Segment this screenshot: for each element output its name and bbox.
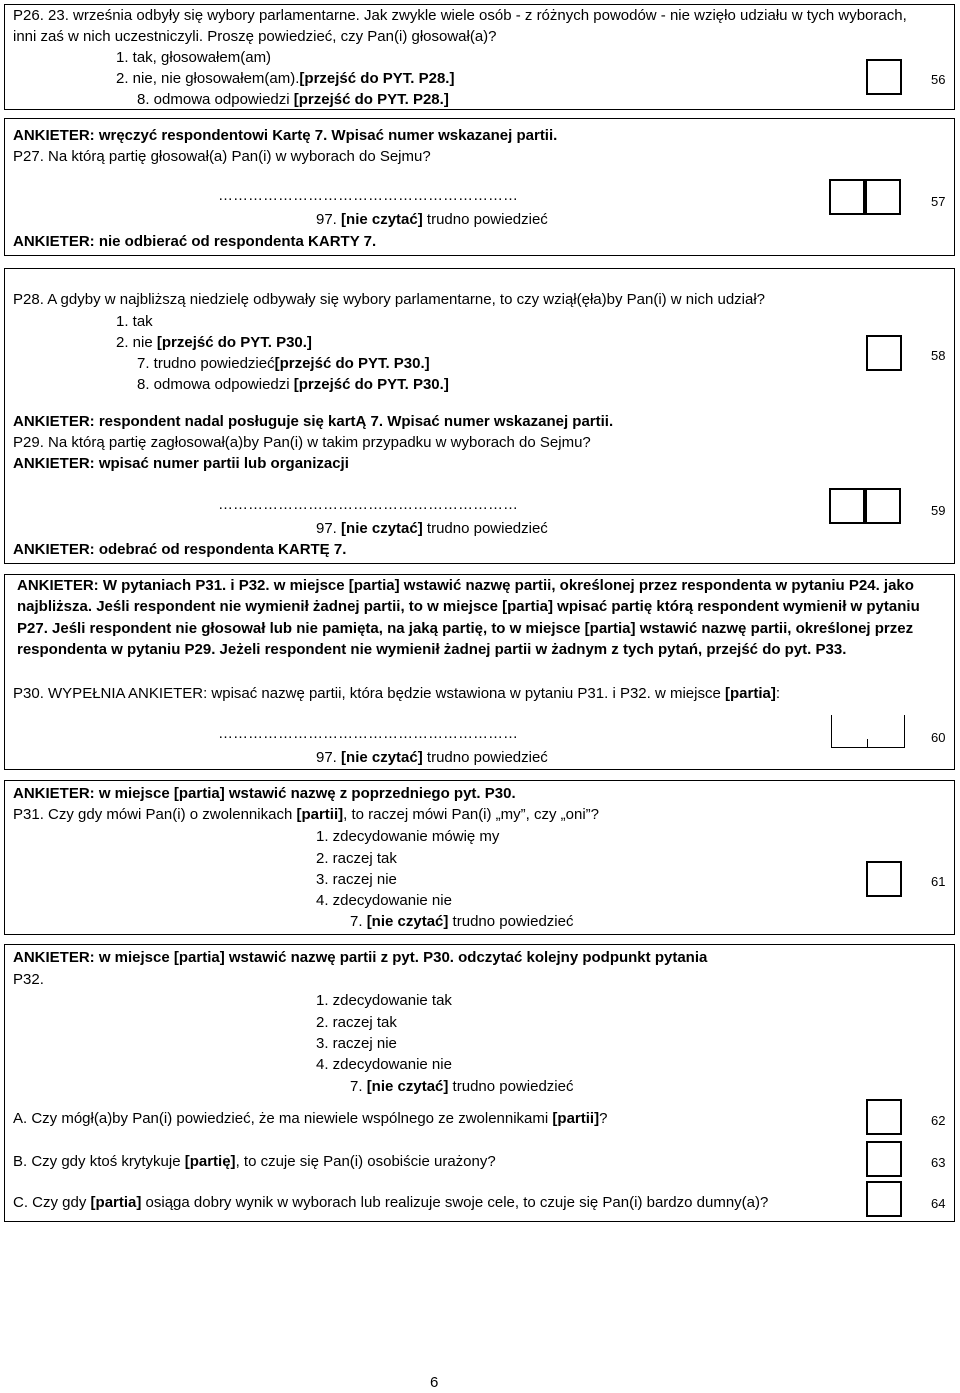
page-number: 6 [430,1374,439,1391]
column-code: 56 [931,72,946,87]
option-7: 7. [nie czytać] trudno powiedzieć [350,1078,574,1095]
column-code: 58 [931,348,946,363]
question-text-p28: P28. A gdyby w najbliższą niedzielę odbywały się wybory parlamentarne, to czy wziął(ęła)by Pan(i) w nich udział? [13,291,766,308]
subquestion-a: A. Czy mógł(a)by Pan(i) powiedzieć, że ma niewiele wspólnego ze zwolennikami [partii]? [13,1110,608,1127]
answer-dots: …………………………………………………… [218,496,518,513]
column-code: 61 [931,874,946,889]
answer-line-divider [867,739,868,747]
question-text-p30: P30. WYPEŁNIA ANKIETER: wpisać nazwę partii, która będzie wstawiona w pytaniu P31. i P32. w miejsce [partia]: [13,685,780,702]
interviewer-instruction-3: ANKIETER: odebrać od respondenta KARTĘ 7. [13,541,347,558]
answer-box[interactable] [866,59,902,95]
option-1: 1. zdecydowanie tak [316,992,452,1009]
interviewer-instruction: ANKIETER: wręczyć respondentowi Kartę 7. Wpisać numer wskazanej partii. [13,127,558,144]
column-code: 59 [931,503,946,518]
question-block-p31 [4,780,955,935]
question-text-p29: P29. Na którą partię zagłosował(a)by Pan(i) w takim przypadku w wyborach do Sejmu? [13,434,591,451]
question-block-p27 [4,118,955,256]
option-1: 1. zdecydowanie mówię my [316,828,500,845]
option-8: 8. odmowa odpowiedzi [przejść do PYT. P28.] [137,91,449,108]
subquestion-c: C. Czy gdy [partia] osiąga dobry wynik w wyborach lub realizuje swoje cele, to czuje się Pan(i) bardzo dumny(a)? [13,1194,769,1211]
interviewer-instruction-2: ANKIETER: nie odbierać od respondenta KARTY 7. [13,233,377,250]
option-1: 1. tak [116,313,153,330]
question-text-p31: P31. Czy gdy mówi Pan(i) o zwolennikach [partii], to raczej mówi Pan(i) „my”, czy „oni”? [13,806,600,823]
answer-box-digit-2[interactable] [865,179,901,215]
answer-box[interactable] [866,861,902,897]
option-2: 2. nie [przejść do PYT. P30.] [116,334,312,351]
option-2: 2. nie, nie głosowałem(am).[przejść do PYT. P28.] [116,70,455,87]
option-7: 7. trudno powiedzieć[przejść do PYT. P30.] [137,355,430,372]
interviewer-instruction-2: ANKIETER: wpisać numer partii lub organizacji [13,455,349,472]
option-4: 4. zdecydowanie nie [316,892,452,909]
question-block-p32 [4,944,955,1222]
answer-box-c[interactable] [866,1181,902,1217]
option-7: 7. [nie czytać] trudno powiedzieć [350,913,574,930]
question-block-p30 [4,574,955,770]
answer-box-digit-2[interactable] [865,488,901,524]
answer-box-a[interactable] [866,1099,902,1135]
question-text: P27. Na którą partię głosował(a) Pan(i) w wyborach do Sejmu? [13,148,431,165]
interviewer-instruction-paragraph: ANKIETER: W pytaniach P31. i P32. w miejsce [partia] wstawić nazwę partii, określonej przez respondenta w pytaniu P24. jako najbliższa. Jeśli respondent nie wymienił żadnej partii, to w miejsce [partia] wpisać partię którą respondent wymienił w pytaniu P27. Jeśli respondent nie głosował lub nie pamięta, na jaką partię, to w miejsce [partia] wstawić nazwę partii, określonej przez respondenta w pytaniu P29. Jeżeli respondent nie wymienił żadnej partii w żadnym z tych pytań, przejść do pyt. P33. [17,577,920,659]
option-3: 3. raczej nie [316,871,397,888]
option-3: 3. raczej nie [316,1035,397,1052]
question-text-line-2: inni zaś w nich uczestniczyli. Proszę powiedzieć, czy Pan(i) głosował(a)? [13,28,497,45]
column-code: 57 [931,194,946,209]
question-block-p28-p29 [4,268,955,564]
option-97: 97. [nie czytać] trudno powiedzieć [316,211,548,228]
answer-line-box[interactable] [831,715,905,748]
column-code: 60 [931,730,946,745]
column-code-c: 64 [931,1196,946,1211]
option-97: 97. [nie czytać] trudno powiedzieć [316,749,548,766]
question-label-p32: P32. [13,971,44,988]
column-code-b: 63 [931,1155,946,1170]
answer-box-b[interactable] [866,1141,902,1177]
option-4: 4. zdecydowanie nie [316,1056,452,1073]
interviewer-instruction: ANKIETER: respondent nadal posługuje się kartĄ 7. Wpisać numer wskazanej partii. [13,413,614,430]
question-text-line-1: P26. 23. września odbyły się wybory parlamentarne. Jak zwykle wiele osób - z różnych powodów - nie wzięło udziału w tych wyborach, [13,7,907,24]
option-8: 8. odmowa odpowiedzi [przejść do PYT. P30.] [137,376,449,393]
column-code-a: 62 [931,1113,946,1128]
interviewer-instruction: ANKIETER: w miejsce [partia] wstawić nazwę z poprzedniego pyt. P30. [13,785,516,802]
interviewer-instruction: ANKIETER: w miejsce [partia] wstawić nazwę partii z pyt. P30. odczytać kolejny podpunkt pytania [13,949,708,966]
subquestion-b: B. Czy gdy ktoś krytykuje [partię], to czuje się Pan(i) osobiście urażony? [13,1153,496,1170]
question-block-p26 [4,4,955,110]
option-1: 1. tak, głosowałem(am) [116,49,272,66]
option-2: 2. raczej tak [316,1014,397,1031]
answer-dots: …………………………………………………… [218,187,518,204]
answer-box-digit-1[interactable] [829,488,865,524]
option-97: 97. [nie czytać] trudno powiedzieć [316,520,548,537]
answer-box[interactable] [866,335,902,371]
option-2: 2. raczej tak [316,850,397,867]
answer-box-digit-1[interactable] [829,179,865,215]
answer-dots: …………………………………………………… [218,725,518,742]
